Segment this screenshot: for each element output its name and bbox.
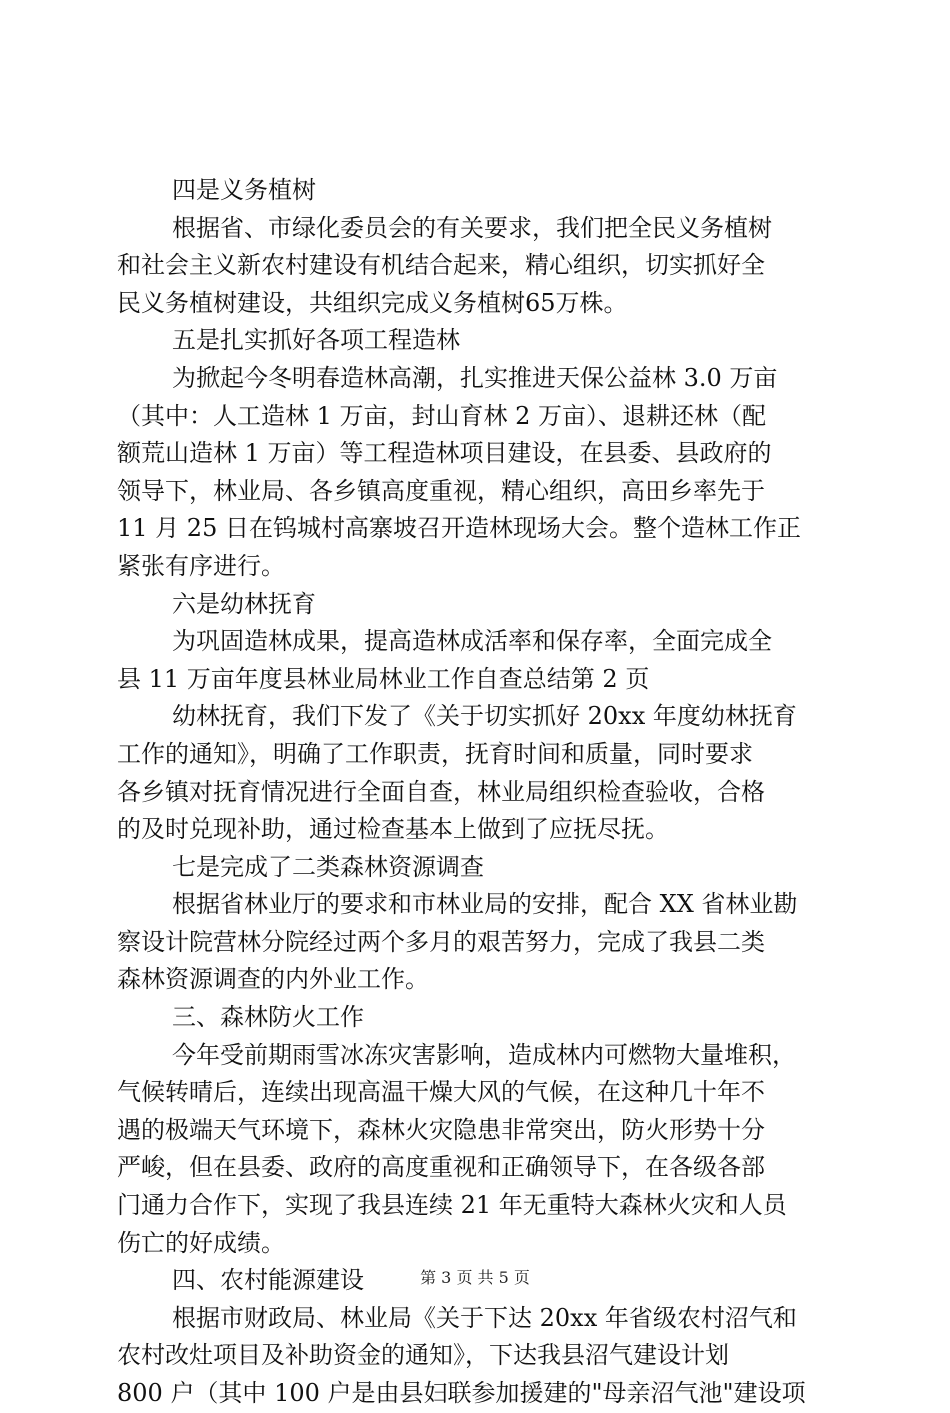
paragraph-first-line: 为巩固造林成果，提高造林成活率和保存率，全面完成全	[172, 627, 772, 656]
paragraph-first-line: 四是义务植树	[172, 176, 316, 204]
paragraph-line: 遇的极端天气环境下，森林火灾隐患非常突出，防火形势十分	[117, 1115, 765, 1144]
paragraph-line: 民义务植树建设，共组织完成义务植树65万株。	[117, 288, 628, 317]
paragraph-line: 领导下，林业局、各乡镇高度重视，精心组织，高田乡率先于	[117, 476, 765, 505]
paragraph-line: 紧张有序进行。	[117, 551, 285, 580]
paragraph-line: 严峻，但在县委、政府的高度重视和正确领导下，在各级各部	[117, 1153, 765, 1182]
paragraph-first-line: 七是完成了二类森林资源调查	[172, 852, 484, 881]
paragraph-line: 森林资源调查的内外业工作。	[117, 965, 429, 994]
paragraph-line: 工作的通知》，明确了工作职责，抚育时间和质量，同时要求	[117, 739, 753, 768]
document-body	[117, 172, 835, 1413]
paragraph-first-line: 今年受前期雨雪冰冻灾害影响，造成林内可燃物大量堆积，	[172, 1040, 796, 1069]
paragraph-first-line: 六是幼林抚育	[172, 589, 316, 618]
paragraph-first-line: 根据省林业厅的要求和市林业局的安排，配合 XX 省林业勘	[172, 890, 798, 919]
paragraph-first-line: 五是扎实抓好各项工程造林	[172, 326, 460, 355]
paragraph-line: 额荒山造林 1 万亩）等工程造林项目建设，在县委、县政府的	[117, 439, 772, 468]
paragraph-line: 县 11 万亩年度县林业局林业工作自查总结第 2 页	[117, 664, 650, 693]
paragraph-line: 农村改灶项目及补助资金的通知》，下达我县沼气建设计划	[117, 1341, 729, 1370]
paragraph-first-line: 四、农村能源建设	[172, 1266, 364, 1295]
paragraph-first-line: 根据市财政局、林业局《关于下达 20xx 年省级农村沼气和	[172, 1303, 797, 1332]
paragraph-first-line: 幼林抚育，我们下发了《关于切实抓好 20xx 年度幼林抚育	[172, 702, 797, 731]
paragraph-line: 的及时兑现补助，通过检查基本上做到了应抚尽抚。	[117, 815, 669, 844]
paragraph-line: 和社会主义新农村建设有机结合起来，精心组织，切实抓好全	[117, 251, 765, 280]
paragraph-first-line: 为掀起今冬明春造林高潮，扎实推进天保公益林 3.0 万亩	[172, 363, 778, 392]
page-footer: 第 3 页 共 5 页	[420, 1268, 530, 1287]
paragraph-line: 察设计院营林分院经过两个多月的艰苦努力，完成了我县二类	[117, 927, 765, 956]
paragraph-line: 门通力合作下，实现了我县连续 21 年无重特大森林火灾和人员	[117, 1191, 787, 1220]
paragraph-first-line: 根据省、市绿化委员会的有关要求，我们把全民义务植树	[172, 213, 772, 242]
paragraph-line: 800 户（其中 100 户是由县妇联参加援建的"母亲沼气池"建设项	[117, 1379, 806, 1407]
paragraph-line: 11 月 25 日在钨城村高寨坡召开造林现场大会。整个造林工作正	[117, 514, 801, 543]
paragraph-first-line: 三、森林防火工作	[172, 1003, 364, 1032]
paragraph-line: 气候转晴后，连续出现高温干燥大风的气候，在这种几十年不	[117, 1078, 765, 1107]
paragraph-line: 各乡镇对抚育情况进行全面自查，林业局组织检查验收，合格	[117, 777, 765, 806]
paragraph-line: （其中：人工造林 1 万亩，封山育林 2 万亩）、退耕还林（配	[117, 401, 767, 430]
paragraph-line: 伤亡的好成绩。	[117, 1228, 285, 1257]
